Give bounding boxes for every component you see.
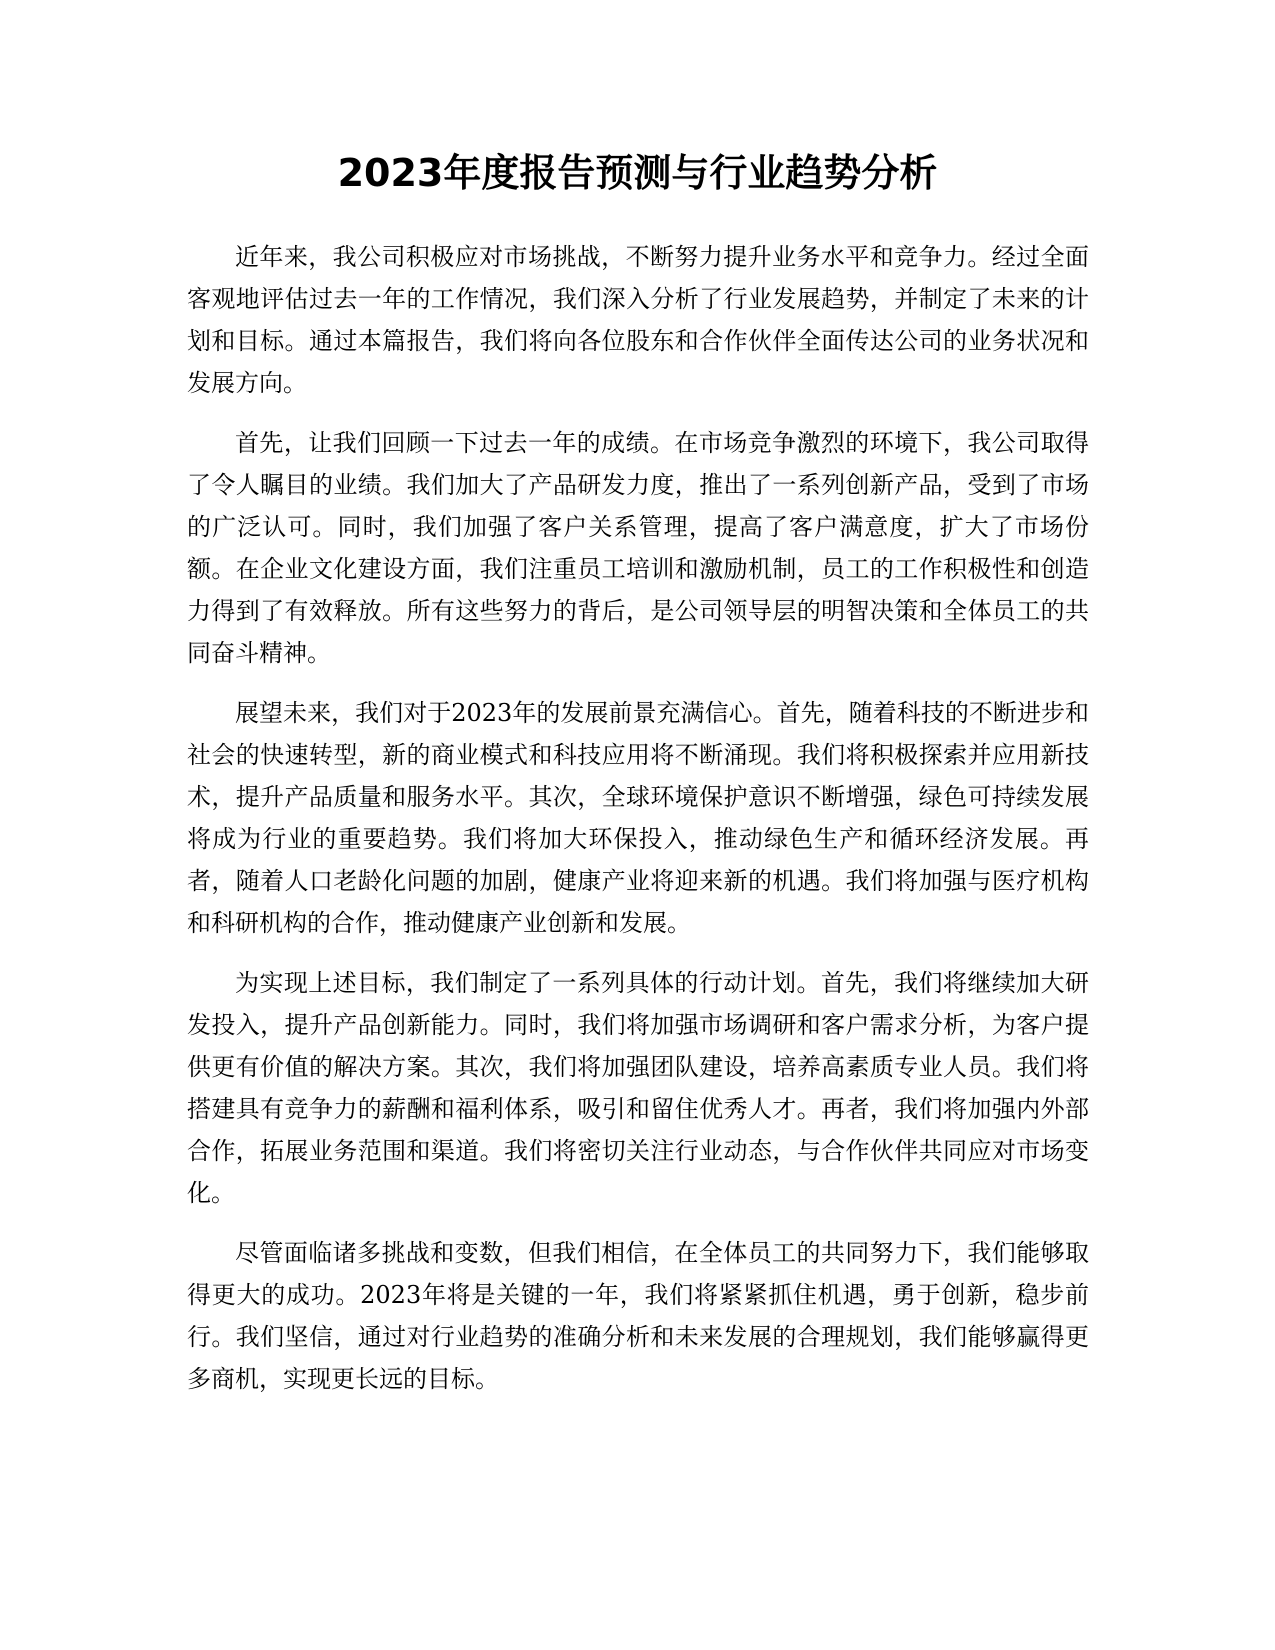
- paragraph-action-plan: 为实现上述目标，我们制定了一系列具体的行动计划。首先，我们将继续加大研发投入，提升产品创新能力。同时，我们将加强市场调研和客户需求分析，为客户提供更有价值的解决方案。其次，我们将加强团队建设，培养高素质专业人员。我们将搭建具有竞争力的薪酬和福利体系，吸引和留住优秀人才。再者，我们将加强内外部合作，拓展业务范围和渠道。我们将密切关注行业动态，与合作伙伴共同应对市场变化。: [187, 969, 1089, 1207]
- document-title: 2023年度报告预测与行业趋势分析: [337, 151, 938, 195]
- paragraph-review: 首先，让我们回顾一下过去一年的成绩。在市场竞争激烈的环境下，我公司取得了令人瞩目的业绩。我们加大了产品研发力度，推出了一系列创新产品，受到了市场的广泛认可。同时，我们加强了客户关系管理，提高了客户满意度，扩大了市场份额。在企业文化建设方面，我们注重员工培训和激励机制，员工的工作积极性和创造力得到了有效释放。所有这些努力的背后，是公司领导层的明智决策和全体员工的共同奋斗精神。: [187, 429, 1089, 667]
- paragraph-conclusion: 尽管面临诸多挑战和变数，但我们相信，在全体员工的共同努力下，我们能够取得更大的成功。2023年将是关键的一年，我们将紧紧抓住机遇，勇于创新，稳步前行。我们坚信，通过对行业趋势的准确分析和未来发展的合理规划，我们能够赢得更多商机，实现更长远的目标。: [187, 1239, 1089, 1393]
- document-body: [187, 236, 1089, 1418]
- paragraph-outlook: 展望未来，我们对于2023年的发展前景充满信心。首先，随着科技的不断进步和社会的快速转型，新的商业模式和科技应用将不断涌现。我们将积极探索并应用新技术，提升产品质量和服务水平。其次，全球环境保护意识不断增强，绿色可持续发展将成为行业的重要趋势。我们将加大环保投入，推动绿色生产和循环经济发展。再者，随着人口老龄化问题的加剧，健康产业将迎来新的机遇。我们将加强与医疗机构和科研机构的合作，推动健康产业创新和发展。: [187, 699, 1089, 937]
- paragraph-intro: 近年来，我公司积极应对市场挑战，不断努力提升业务水平和竞争力。经过全面客观地评估过去一年的工作情况，我们深入分析了行业发展趋势，并制定了未来的计划和目标。通过本篇报告，我们将向各位股东和合作伙伴全面传达公司的业务状况和发展方向。: [187, 243, 1089, 397]
